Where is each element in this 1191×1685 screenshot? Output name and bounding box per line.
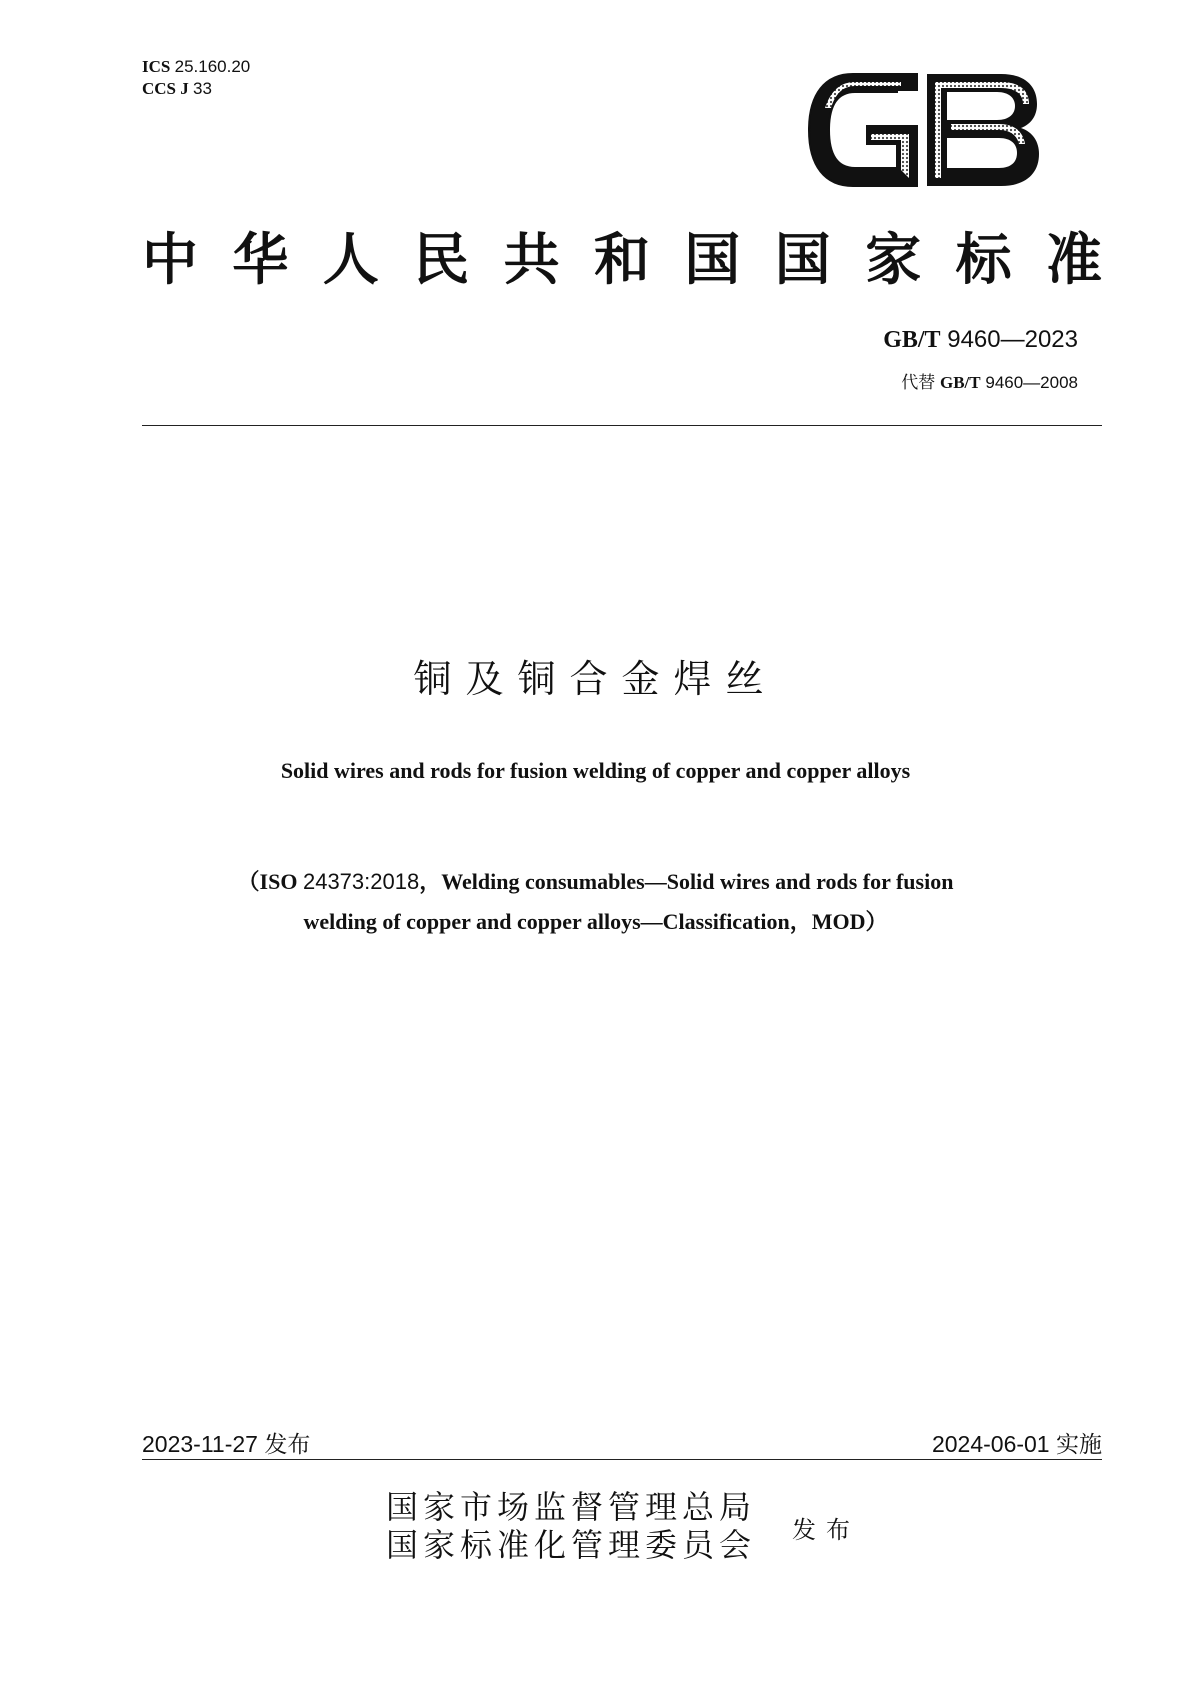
english-title: Solid wires and rods for fusion welding of copper and copper alloys — [280, 758, 911, 783]
ics-line — [142, 56, 250, 78]
ics-code: 25.160.20 — [174, 57, 251, 76]
chinese-title: 铜及铜合金焊丝 — [413, 657, 778, 701]
replaces-label: 代替 — [901, 373, 936, 393]
issue-action: 发布 — [792, 1516, 860, 1544]
ccs-letter: J — [180, 79, 189, 98]
implement-label: 实施 — [1056, 1432, 1102, 1458]
standard-number — [883, 326, 1078, 354]
issuer-line-2: 国家标准化管理委员会 — [386, 1526, 757, 1564]
issuer-line-1: 国家市场监督管理总局 — [386, 1488, 757, 1526]
gb-logo-icon — [805, 68, 1041, 192]
top-divider — [142, 425, 1102, 426]
replaces-standard — [901, 368, 1078, 393]
iso-reference-line-2: welding of copper and copper alloys—Classification，MOD） — [303, 909, 888, 934]
ccs-number: 33 — [193, 79, 212, 98]
implement-date — [932, 1426, 1102, 1459]
iso-reference-line-1 — [120, 862, 1071, 902]
national-standard-title: 中华人民共和国国家标准 — [142, 228, 1102, 293]
implement-date-value: 2024-06-01 — [931, 1431, 1050, 1457]
standard-number-value: 9460—2023 — [947, 326, 1078, 353]
publish-label: 发布 — [264, 1432, 311, 1458]
bottom-divider — [142, 1459, 1102, 1460]
publish-date — [142, 1426, 310, 1459]
standard-prefix: GB/T — [883, 327, 941, 353]
replaces-number: 9460—2008 — [985, 373, 1078, 392]
iso-ref-title-start: ，Welding consumables—Solid wires and rods for fusion — [419, 869, 954, 894]
replaces-prefix: GB/T — [940, 373, 981, 392]
issuing-authorities — [386, 1488, 756, 1564]
publish-date-value: 2023-11-27 — [142, 1431, 258, 1457]
iso-ref-prefix: （ISO — [237, 869, 303, 894]
ccs-label: CCS — [142, 79, 177, 98]
iso-ref-number: 24373:2018 — [302, 869, 420, 894]
iso-reference — [120, 862, 1071, 942]
ccs-line — [142, 78, 250, 100]
ics-label: ICS — [142, 57, 171, 76]
classification-codes — [142, 56, 250, 100]
